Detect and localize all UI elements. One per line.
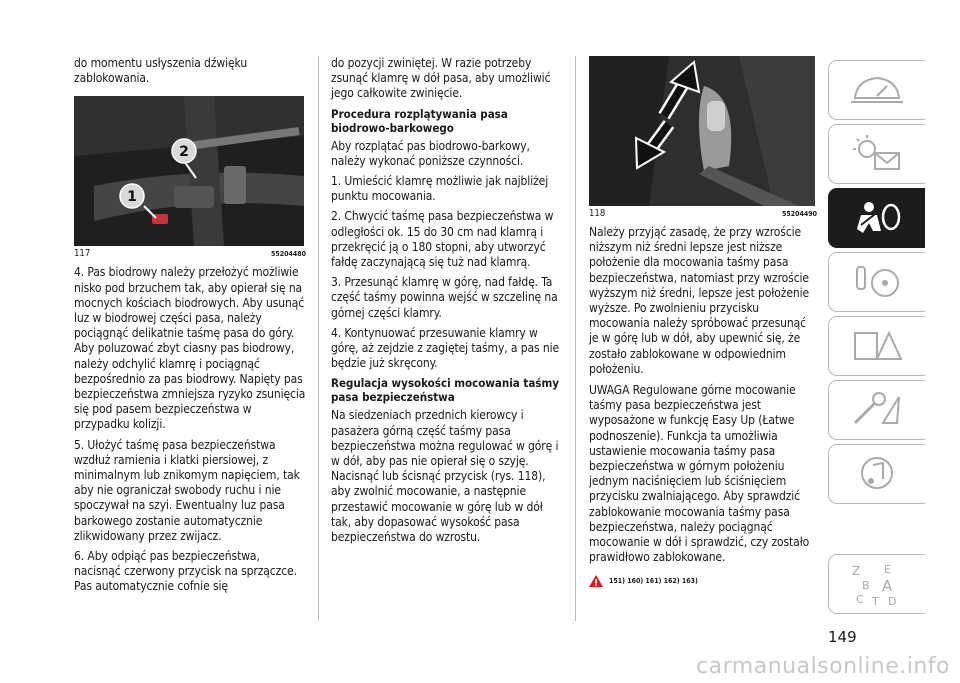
figure-number: 117 xyxy=(74,248,91,260)
figure-117-caption xyxy=(74,248,306,259)
safety-airbag-icon xyxy=(847,197,907,239)
tab-warning-lights[interactable] xyxy=(828,124,925,184)
svg-text:Z: Z xyxy=(852,564,861,578)
figure-118-image xyxy=(589,56,815,206)
anchor-height-text: Należy przyjąć zasadę, że przy wzroście niższym niż średni lepsze jest niższe położenie dla mocowania taśmy pasa bezpieczeństwa, natomiast przy wzroście wyższym niż średni, lepsze jest położenie wyższe. Po zwolnieniu przycisku mocowania należy spróbować przesunąć je w górę lub w dół, aby upewnić się, że zostało zablokowane w odpowiednim położeniu. xyxy=(589,225,810,376)
column-divider xyxy=(318,56,319,621)
untangle-step-2: 2. Chwycić taśmę pasa bezpieczeństwa w odległości ok. 15 do 30 cm nad klamrą i przekręcić ją o 180 stopni, aby utworzyć fałdę zaczynającą się tuż nad klamrą. xyxy=(331,209,554,270)
figure-code: 55204490 xyxy=(781,209,817,218)
multimedia-icon xyxy=(847,453,907,495)
step-6: 6. Aby odpiąć pas bezpieczeństwa, nacisnąć czerwony przycisk na sprzączce. Pas automatycznie cofnie się xyxy=(74,549,297,594)
column-1 xyxy=(74,56,306,600)
svg-text:E: E xyxy=(884,563,891,576)
watermark: carmanualsonline.info xyxy=(696,654,950,679)
section-heading-untangle: Procedura rozplątywania pasa biodrowo-barkowego xyxy=(331,106,508,135)
step-5: 5. Ułożyć taśmę pasa bezpieczeństwa wzdłuż ramienia i klatki piersiowej, z minimalnym lub znikomym napięciem, tak aby nie ograniczał swobody ruchu i nie spoczywał na szyi. Ewentualny luz pasa barkowego zostanie automatycznie zlikwidowany przez zwijacz. xyxy=(74,437,300,543)
maintenance-icon xyxy=(847,389,907,431)
intro-text: do momentu usłyszenia dźwięku zablokowania. xyxy=(74,56,248,86)
tab-maintenance[interactable] xyxy=(828,380,925,440)
figure-117-image xyxy=(74,96,304,246)
svg-text:D: D xyxy=(888,595,897,608)
warning-refs-text[interactable]: 151) 160) 161) 162) 163) xyxy=(609,577,698,586)
column-2 xyxy=(331,56,563,550)
tab-dashboard[interactable] xyxy=(828,60,925,120)
anchor-adjust-illustration xyxy=(589,56,815,206)
warning-references xyxy=(589,575,817,587)
height-adjust-text: Na siedzeniach przednich kierowcy i pasażera górną część taśmy pasa bezpieczeństwa można regulować w górę i w dół, aby pas nie opierał się o szyję. Nacisnąć lub ścisnąć przycisk (rys. 118), aby zwolnić mocowanie, a następnie przestawić mocowanie w górę lub w dół tak, aby dopasować wysokość pasa bezpieczeństwa do wzrostu. xyxy=(331,408,559,545)
car-dashboard-icon xyxy=(847,70,907,110)
callout-1: 1 xyxy=(127,189,137,206)
page-number: 149 xyxy=(828,628,857,646)
svg-text:T: T xyxy=(872,595,879,608)
continued-text: do pozycji zwiniętej. W razie potrzeby zsunąć klamrę w dół pasa, aby umożliwić jego całkowite zwinięcie. xyxy=(331,56,551,101)
tab-safety[interactable] xyxy=(828,188,925,248)
tab-driving[interactable] xyxy=(828,252,925,312)
section-heading-height-adjust: Regulacja wysokości mocowania taśmy pasa bezpieczeństwa xyxy=(331,376,559,405)
tab-emergency[interactable] xyxy=(828,316,925,376)
svg-text:A: A xyxy=(882,577,893,595)
emergency-icon xyxy=(847,325,907,367)
easy-up-note: UWAGA Regulowane górne mocowanie taśmy pasa bezpieczeństwa jest wyposażone w funkcję Easy Up (Łatwe podnoszenie). Funkcja ta umożliwia ustawienie mocowania taśmy pasa bezpieczeństwa w górnym położeniu jednym naciśnięciem lub ściśnięciem przycisku zwalniającego. Aby sprawdzić zablokowanie mocowania taśmy pasa bezpieczeństwa, należy pociągnąć mocowanie w dół i sprawdzić, czy zostało prawidłowo zablokowane. xyxy=(589,383,810,565)
untangle-intro: Aby rozplątać pas biodrowo-barkowy, należy wykonać poniższe czynności. xyxy=(331,138,530,168)
figure-118-caption xyxy=(589,208,817,219)
step-4: 4. Pas biodrowy należy przełożyć możliwie nisko pod brzuchem tak, aby opierał się na mocnych kościach biodrowych. Aby usunąć luz w biodrowej części pasa, należy pociągnąć delikatnie taśmę pasa do góry. Aby poluzować zbyt ciasny pas biodrowy, należy odchylić klamrę i pociągnąć bezpośrednio za pas biodrowy. Napięty pas bezpieczeństwa zmniejsza ryzyko zsunięcia się pod pasem bezpieczeństwa w przypadku kolizji. xyxy=(74,265,306,432)
svg-text:B: B xyxy=(862,579,870,592)
figure-code: 55204480 xyxy=(270,249,306,258)
start-driving-icon xyxy=(847,261,907,303)
warning-lights-icon xyxy=(847,133,907,175)
tab-multimedia[interactable] xyxy=(828,444,925,504)
svg-text:C: C xyxy=(856,593,864,606)
figure-number: 118 xyxy=(589,208,606,219)
seat-belt-buckle-illustration xyxy=(74,96,304,246)
column-divider xyxy=(575,56,576,621)
untangle-step-4: 4. Kontynuować przesuwanie klamry w górę, aż zejdzie z zagiętej taśmy, a pas nie będzie już skręcony. xyxy=(331,325,560,371)
callout-2: 2 xyxy=(179,144,189,161)
untangle-step-1: 1. Umieścić klamrę możliwie jak najbliżej punktu mocowania. xyxy=(331,174,549,204)
index-icon xyxy=(842,559,912,609)
tab-index[interactable] xyxy=(828,554,925,614)
warning-triangle-icon xyxy=(589,575,603,587)
column-3 xyxy=(589,56,817,587)
untangle-step-3: 3. Przesunąć klamrę w górę, nad fałdę. Ta część taśmy powinna wejść w szczelinę na górnej części klamry. xyxy=(331,275,558,320)
